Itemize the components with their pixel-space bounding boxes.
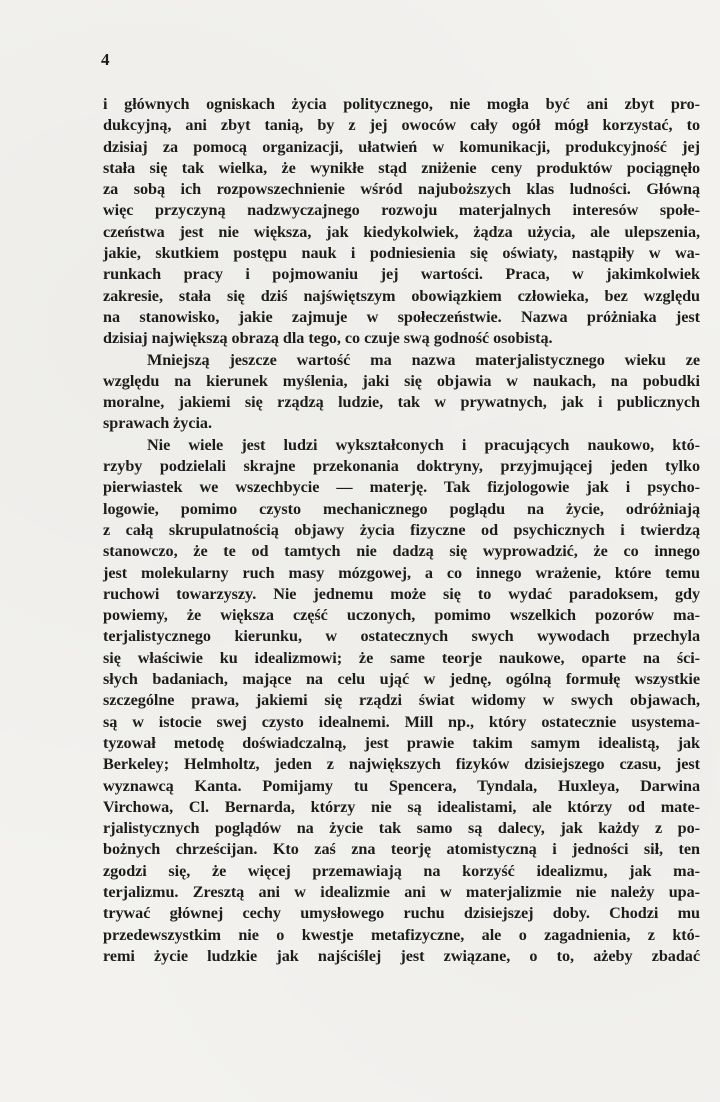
text-line: za sobą ich rozpowszechnienie wśród najuboższych klas ludności. Główną	[103, 180, 700, 199]
text-line: względu na kierunek myślenia, jaki się objawia w naukach, na pobudki	[103, 371, 700, 390]
text-line: dzisiaj największą obrazą dla tego, co czuje swą godność osobistą.	[103, 329, 553, 348]
text-line: dukcyjną, ani zbyt tanią, by z jej owoców cały ogół mógł korzystać, to	[103, 116, 700, 135]
text-line: runkach pracy i pojmowaniu jej wartości. Praca, w jakimkolwiek	[103, 265, 700, 284]
text-line: na stanowisko, jakie zajmuje w społeczeństwie. Nazwa próżniaka jest	[103, 307, 700, 326]
text-line: są w istocie swej czysto idealnemi. Mill np., który ostatecznie usystema-	[103, 712, 700, 731]
text-line: szczególne prawa, jakiemi się rządzi świat widomy w swych objawach,	[103, 691, 700, 710]
text-line: tyzował metodę doświadczalną, jest prawie takim samym idealistą, jak	[103, 733, 700, 752]
text-line: Mniejszą jeszcze wartość ma nazwa materjalistycznego wieku ze	[147, 350, 700, 369]
text-line: sprawach życia.	[103, 414, 212, 433]
text-line: trywać głównej cechy umysłowego ruchu dzisiejszej doby. Chodzi mu	[103, 904, 700, 923]
text-line: Berkeley; Helmholtz, jeden z największych fizyków dzisiejszego czasu, jest	[103, 755, 700, 774]
text-line: stanowczo, że te od tamtych nie dadzą się wyprowadzić, że co innego	[103, 542, 700, 561]
text-line: terjalistycznego kierunku, w ostatecznych swych wywodach przechyla	[103, 627, 700, 646]
text-line: bożnych chrześcijan. Kto zaś zna teorję atomistyczną i jedności sił, ten	[103, 840, 700, 859]
text-line: ruchowi towarzyszy. Nie jednemu może się to wydać paradoksem, gdy	[103, 584, 700, 603]
text-line: Virchowa, Cl. Bernarda, którzy nie są idealistami, ale którzy od mate-	[103, 797, 700, 816]
text-line: się właściwie ku idealizmowi; że same teorje naukowe, oparte na ści-	[103, 648, 700, 667]
text-line: dzisiaj za pomocą organizacji, ułatwień w komunikacji, produkcyjność jej	[103, 137, 700, 156]
body-text	[103, 94, 700, 967]
text-line: powiemy, że większa część uczonych, pomimo wszelkich pozorów ma-	[103, 606, 700, 625]
text-line: Nie wiele jest ludzi wykształconych i pracujących naukowo, któ-	[147, 435, 700, 454]
text-line: słych badaniach, mające na celu ująć w jednę, ogólną formułę wszystkie	[103, 670, 700, 689]
text-line: i głównych ogniskach życia politycznego, nie mogła być ani zbyt pro-	[103, 95, 700, 113]
text-line: jakie, skutkiem postępu nauk i podniesienia się oświaty, nastąpiły w wa-	[103, 244, 700, 263]
text-line: wyznawcą Kanta. Pomijamy tu Spencera, Tyndala, Huxleya, Darwina	[103, 776, 700, 795]
text-line: czeństwa jest nie większa, jak kiedykolwiek, żądza użycia, ale ulepszenia,	[103, 222, 700, 241]
text-line: zgodzi się, że więcej przemawiają na korzyść idealizmu, jak ma-	[103, 861, 700, 880]
text-line: remi życie ludzkie jak najściślej jest związane, o to, ażeby zbadać	[103, 946, 700, 965]
text-line: pierwiastek we wszechbycie — materję. Tak fizjologowie jak i psycho-	[103, 478, 700, 497]
page-number: 4	[101, 50, 110, 69]
text-line: rjalistycznych poglądów na życie tak samo są dalecy, jak każdy z po-	[103, 819, 700, 838]
text-line: terjalizmu. Zresztą ani w idealizmie ani w materjalizmie nie należy upa-	[103, 882, 700, 901]
text-line: jest molekularny ruch masy mózgowej, a co innego wrażenie, które temu	[103, 563, 700, 582]
text-line: logowie, pomimo czysto mechanicznego poglądu na życie, odróżniają	[103, 499, 700, 518]
text-line: zakresie, stała się dziś najświętszym obowiązkiem człowieka, bez względu	[103, 286, 700, 305]
text-line: więc przyczyną nadzwyczajnego rozwoju materjalnych interesów społe-	[103, 201, 700, 220]
text-line: moralne, jakiemi się rządzą ludzie, tak w prywatnych, jak i publicznych	[103, 393, 700, 412]
text-line: rzyby podzielali skrajne przekonania doktryny, przyjmującej jeden tylko	[103, 457, 700, 476]
text-line: przedewszystkim nie o kwestje metafizyczne, ale o zagadnienia, z któ-	[103, 925, 700, 944]
text-line: z całą skrupulatnością objawy życia fizyczne od psychicznych i twierdzą	[103, 520, 700, 539]
text-line: stała się tak wielka, że wynikłe stąd zniżenie ceny produktów pociągnęło	[103, 158, 700, 177]
